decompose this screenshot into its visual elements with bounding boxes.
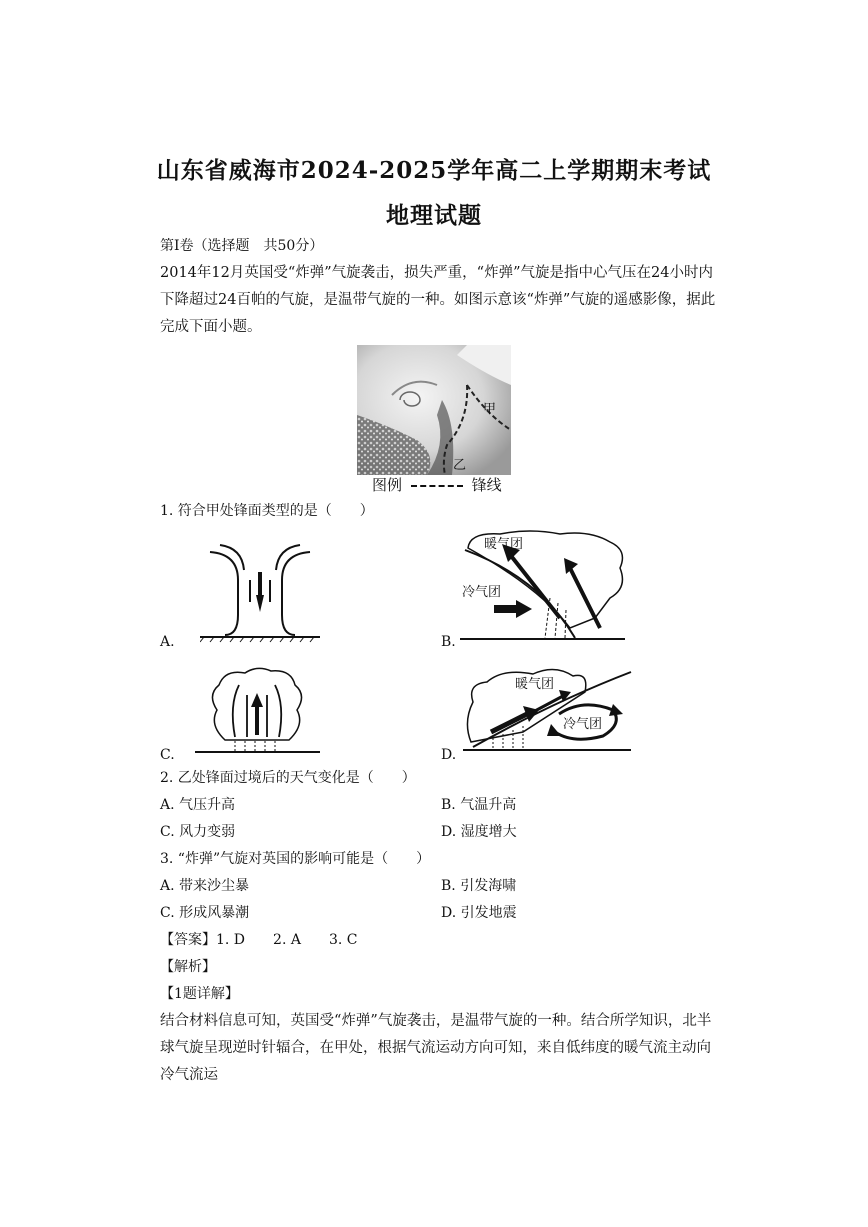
q2-option-d: D. 湿度增大 [441,824,517,840]
answer-line: 【答案】1. D 2. A 3. C [160,932,358,948]
label-jia: 甲 [483,402,497,417]
q2-option-c: C. 风力变弱 [160,824,236,840]
option-d-label: D. [441,747,457,763]
analysis-header: 【解析】 [160,959,216,975]
diagram-b [460,528,630,646]
question-2-stem: 2. 乙处锋面过境后的天气变化是（ ） [160,770,416,786]
q3-option-c: C. 形成风暴潮 [160,905,250,921]
dashed-line-icon [411,485,463,487]
b-cold-label: 冷气团 [462,585,502,600]
question-3-stem: 3. “炸弹”气旋对英国的影响可能是（ ） [160,851,431,867]
diagram-d [463,662,633,757]
document-subtitle: 地理试题 [386,202,482,229]
option-a-label: A. [160,634,175,650]
q3-option-b: B. 引发海啸 [441,878,517,894]
d-cold-label: 冷气团 [563,717,603,732]
d-warm-label: 暖气团 [515,677,555,692]
question-1-stem: 1. 符合甲处锋面类型的是（ ） [160,503,374,519]
legend [372,474,502,495]
b-warm-label: 暖气团 [484,537,524,552]
detail-header: 【1题详解】 [160,986,239,1002]
diagram-a [200,540,320,645]
diagram-c [195,665,320,757]
document-title: 山东省威海市2024-2025学年高二上学期期末考试 [156,157,712,184]
label-yi: 乙 [453,458,467,473]
option-c-label: C. [160,747,175,763]
q2-option-b: B. 气温升高 [441,797,517,813]
q3-option-d: D. 引发地震 [441,905,517,921]
detail-paragraph: 结合材料信息可知，英国受“炸弹”气旋袭击，是温带气旋的一种。结合所学知识，北半球气旋呈现逆时针辐合，在甲处，根据气流运动方向可知，来自低纬度的暖气流主动向冷气流运 [160,1013,712,1083]
satellite-image [357,345,511,475]
intro-paragraph: 2014年12月英国受“炸弹”气旋袭击，损失严重，“炸弹”气旋是指中心气压在24小时内下降超过24百帕的气旋，是温带气旋的一种。如图示意该“炸弹”气旋的遥感影像，据此完成下面小题。 [160,265,716,335]
option-b-label: B. [441,634,456,650]
legend-label: 锋线 [471,476,502,494]
section-heading: 第Ⅰ卷（选择题 共50分） [160,238,324,254]
legend-prefix: 图例 [372,476,403,494]
q3-option-a: A. 带来沙尘暴 [160,878,250,894]
q2-option-a: A. 气压升高 [160,797,236,813]
